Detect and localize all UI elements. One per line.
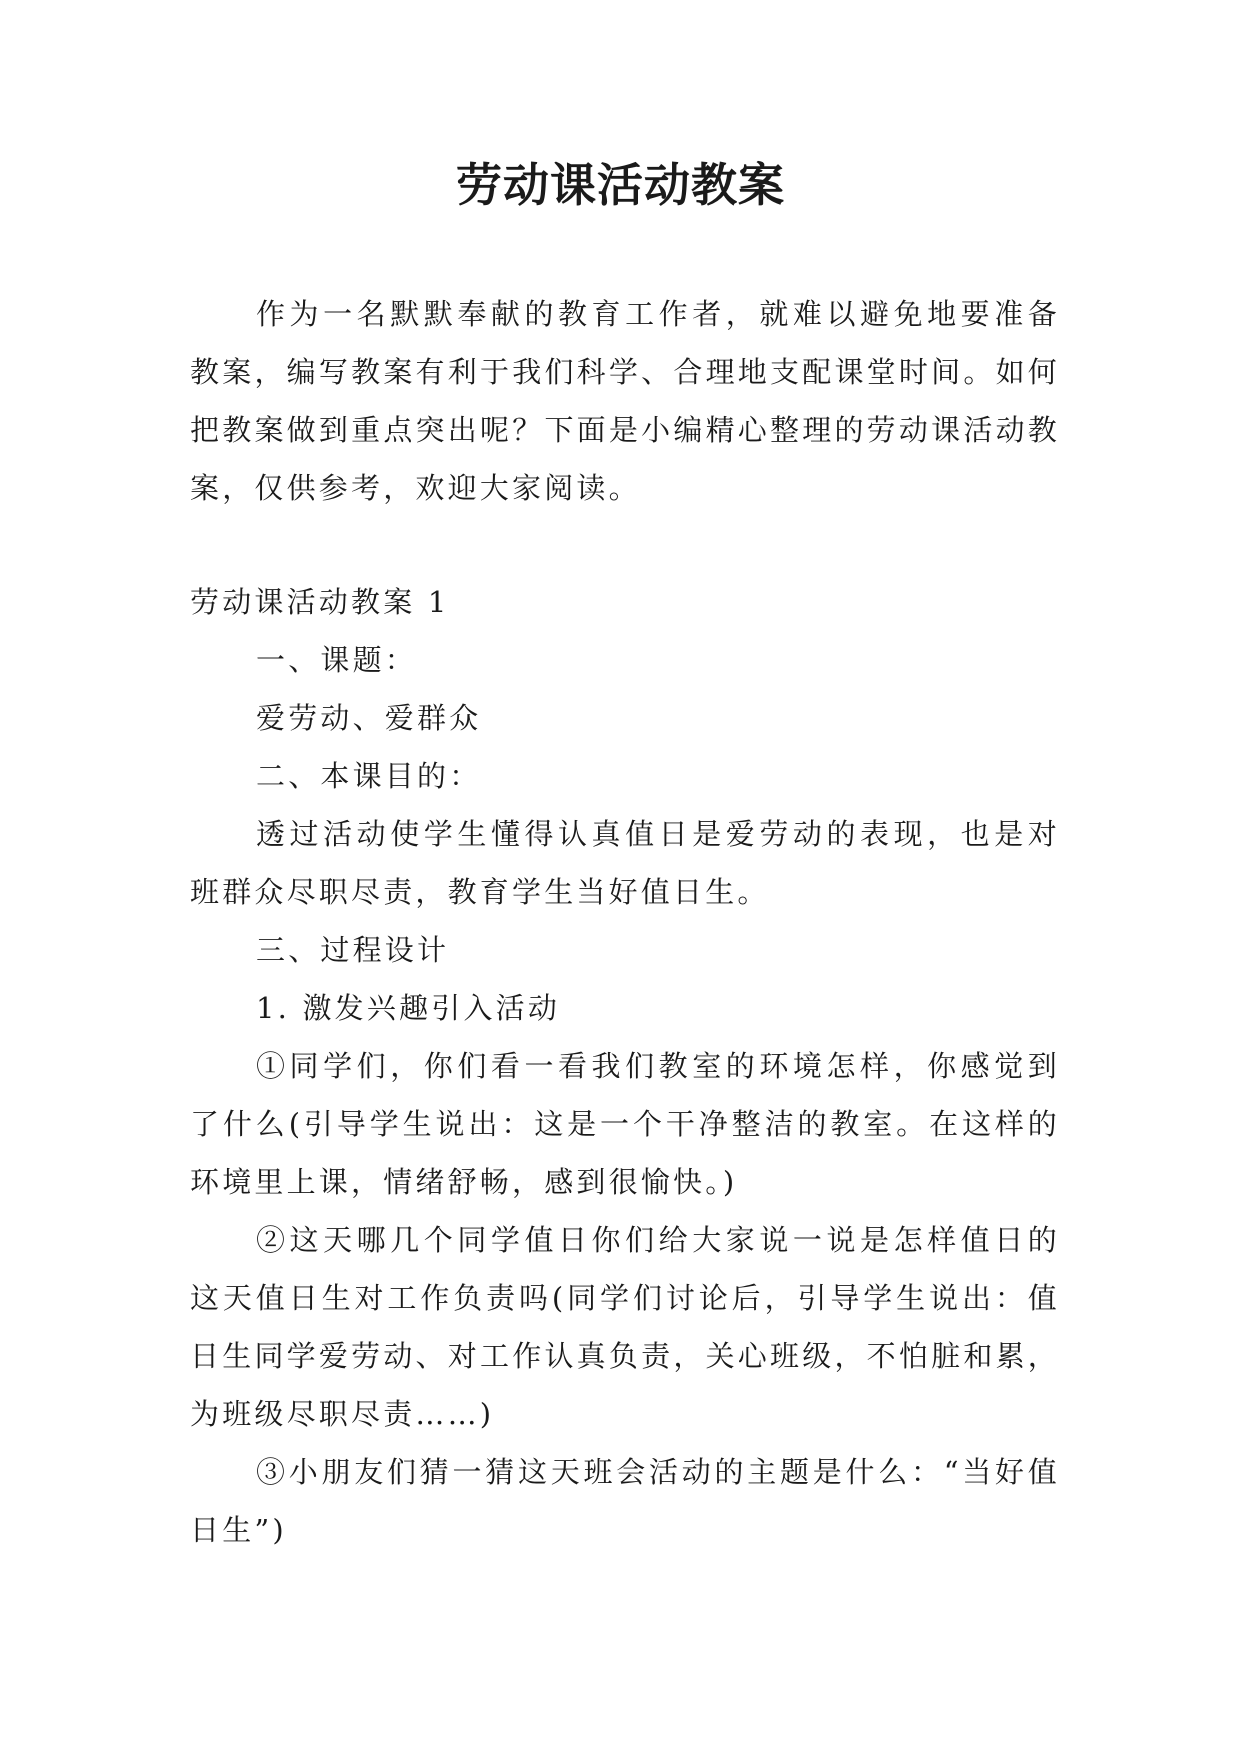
document-body [190, 285, 1060, 1559]
topic-text: 爱劳动、爱群众 [256, 701, 482, 735]
section-heading: 劳动课活动教案 1 [190, 585, 450, 619]
intro-paragraph: 作为一名默默奉献的教育工作者，就难以避免地要准备教案，编写教案有利于我们科学、合理地支配课堂时间。如何把教案做到重点突出呢？下面是小编精心整理的劳动课活动教案，仅供参考，欢迎大家阅读。 [190, 297, 1060, 505]
step-item-1: ①同学们，你们看一看我们教室的环境怎样，你感觉到了什么(引导学生说出：这是一个干净整洁的教室。在这样的环境里上课，情绪舒畅，感到很愉快。) [190, 1049, 1060, 1199]
step-item-3: ③小朋友们猜一猜这天班会活动的主题是什么：“当好值日生”) [190, 1455, 1060, 1547]
purpose-text: 透过活动使学生懂得认真值日是爱劳动的表现，也是对班群众尽职尽责，教育学生当好值日生。 [190, 817, 1060, 909]
process-heading: 三、过程设计 [256, 933, 450, 967]
purpose-heading: 二、本课目的： [256, 759, 482, 793]
step-heading: 1. 激发兴趣引入活动 [256, 991, 561, 1025]
step-item-2: ②这天哪几个同学值日你们给大家说一说是怎样值日的这天值日生对工作负责吗(同学们讨论后，引导学生说出：值日生同学爱劳动、对工作认真负责，关心班级，不怕脏和累，为班级尽职尽责……) [190, 1223, 1060, 1431]
topic-heading: 一、课题： [256, 643, 418, 677]
document-title: 劳动课活动教案 [456, 158, 785, 212]
